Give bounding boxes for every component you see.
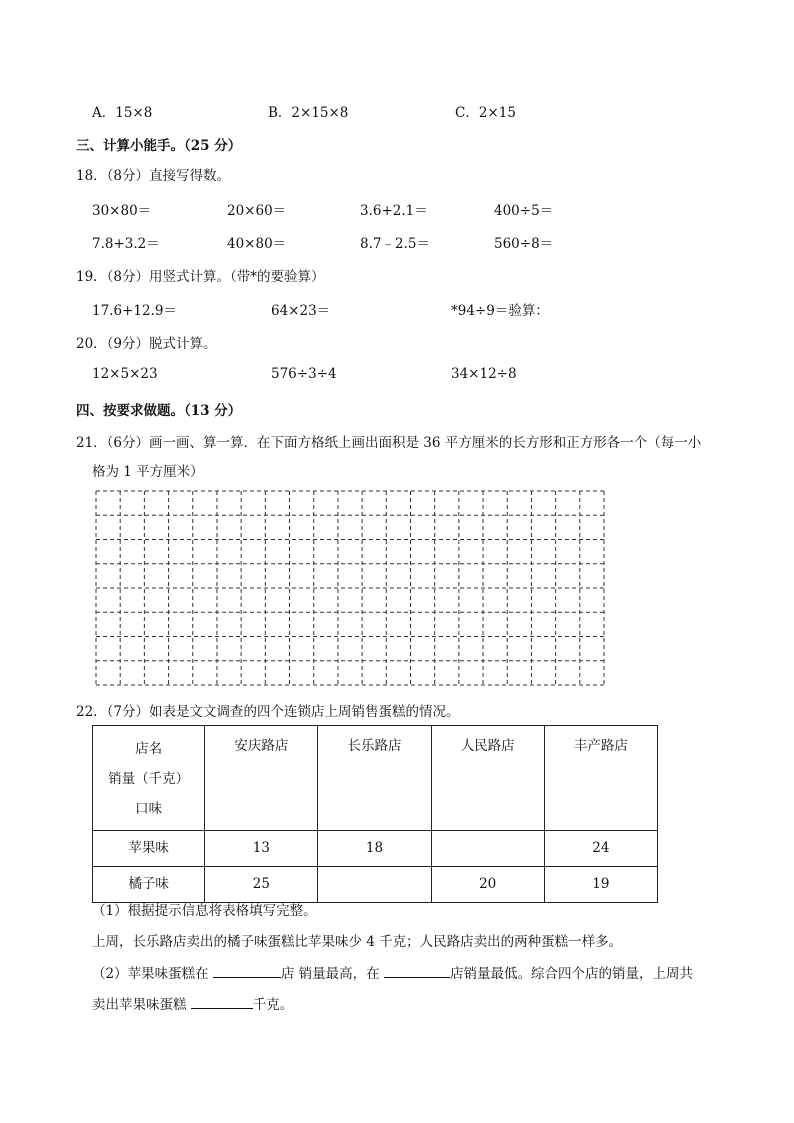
flavor-label: 苹果味 <box>93 831 205 867</box>
q22-prompt: 22．（7分）如表是文文调查的四个连锁店上周销售蛋糕的情况。 <box>76 704 460 720</box>
corner-label-flavor: 口味 <box>135 801 163 817</box>
q19-item: 17.6+12.9＝ <box>92 303 177 319</box>
q20-item: 12×5×23 <box>92 366 158 382</box>
q19-prompt: 19．（8分）用竖式计算。（带*的要验算） <box>76 269 325 285</box>
q19-item: 64×23＝ <box>271 303 331 319</box>
q18-item: 3.6+2.1＝ <box>360 203 428 219</box>
option-c: C．2×15 <box>455 105 516 121</box>
q18-item: 400÷5＝ <box>494 203 554 219</box>
grid-paper-svg[interactable] <box>95 490 605 686</box>
store-header: 长乐路店 <box>318 726 431 831</box>
option-a: A．15×8 <box>92 105 153 121</box>
q18-item: 40×80＝ <box>227 236 287 252</box>
q20-prompt: 20．（9分）脱式计算。 <box>76 336 217 352</box>
table-row <box>93 867 658 903</box>
q18-prompt: 18．（8分）直接写得数。 <box>76 168 231 184</box>
q18-item: 8.7﹣2.5＝ <box>360 236 430 252</box>
table-cell[interactable]: 25 <box>205 867 318 903</box>
answer-blank-lowest[interactable] <box>384 963 450 978</box>
store-header: 安庆路店 <box>205 726 318 831</box>
q22-sub2-text-a: （2）苹果味蛋糕在 <box>92 966 209 982</box>
q21-prompt-line1: 21．（6分）画一画、算一算．在下面方格纸上画出面积是 36 平方厘米的长方形和正方形各一个（每一小 <box>76 435 702 451</box>
q22-sub1: （1）根据提示信息将表格填写完整。 <box>92 903 317 919</box>
section-3-title: 三、计算小能手。（25 分） <box>76 138 242 154</box>
store-header: 丰产路店 <box>544 726 657 831</box>
q22-sub2-text-b: 店 销量最高，在 <box>280 966 380 982</box>
q20-item: 34×12÷8 <box>451 366 517 382</box>
store-header: 人民路店 <box>431 726 544 831</box>
q18-item: 20×60＝ <box>227 203 287 219</box>
q21-prompt-line2: 格为 1 平方厘米） <box>92 464 204 480</box>
q20-item: 576÷3÷4 <box>271 366 337 382</box>
answer-blank-total[interactable] <box>191 994 253 1009</box>
q22-sub2-text-c: 店销量最低。综合四个店的销量，上周共 <box>449 966 693 982</box>
table-cell[interactable]: 20 <box>431 867 544 903</box>
option-b: B．2×15×8 <box>268 105 349 121</box>
flavor-label: 橘子味 <box>93 867 205 903</box>
grid-paper[interactable] <box>95 490 605 686</box>
corner-label-sales: 销量（千克） <box>108 771 190 787</box>
sales-table <box>92 725 658 903</box>
q18-item: 30×80＝ <box>92 203 152 219</box>
q22-hint: 上周，长乐路店卖出的橘子味蛋糕比苹果味少 4 千克；人民路店卖出的两种蛋糕一样多。 <box>92 934 623 950</box>
q22-sub2-text-d: 卖出苹果味蛋糕 <box>92 997 187 1013</box>
q22-sub2-line1 <box>92 962 693 982</box>
table-corner-cell <box>93 726 205 831</box>
table-cell[interactable]: 19 <box>544 867 657 903</box>
answer-blank-highest[interactable] <box>213 963 281 978</box>
q19-item: *94÷9＝验算： <box>451 303 549 319</box>
q18-item: 560÷8＝ <box>494 236 554 252</box>
table-cell[interactable] <box>318 867 431 903</box>
table-cell[interactable] <box>431 831 544 867</box>
corner-label-store: 店名 <box>135 741 163 757</box>
table-row <box>93 831 658 867</box>
table-cell[interactable]: 18 <box>318 831 431 867</box>
section-4-title: 四、按要求做题。（13 分） <box>76 403 242 419</box>
table-cell[interactable]: 13 <box>205 831 318 867</box>
q22-sub2-line2 <box>92 993 293 1013</box>
q18-item: 7.8+3.2＝ <box>92 236 160 252</box>
table-cell[interactable]: 24 <box>544 831 657 867</box>
q22-sub2-text-e: 千克。 <box>252 997 294 1013</box>
